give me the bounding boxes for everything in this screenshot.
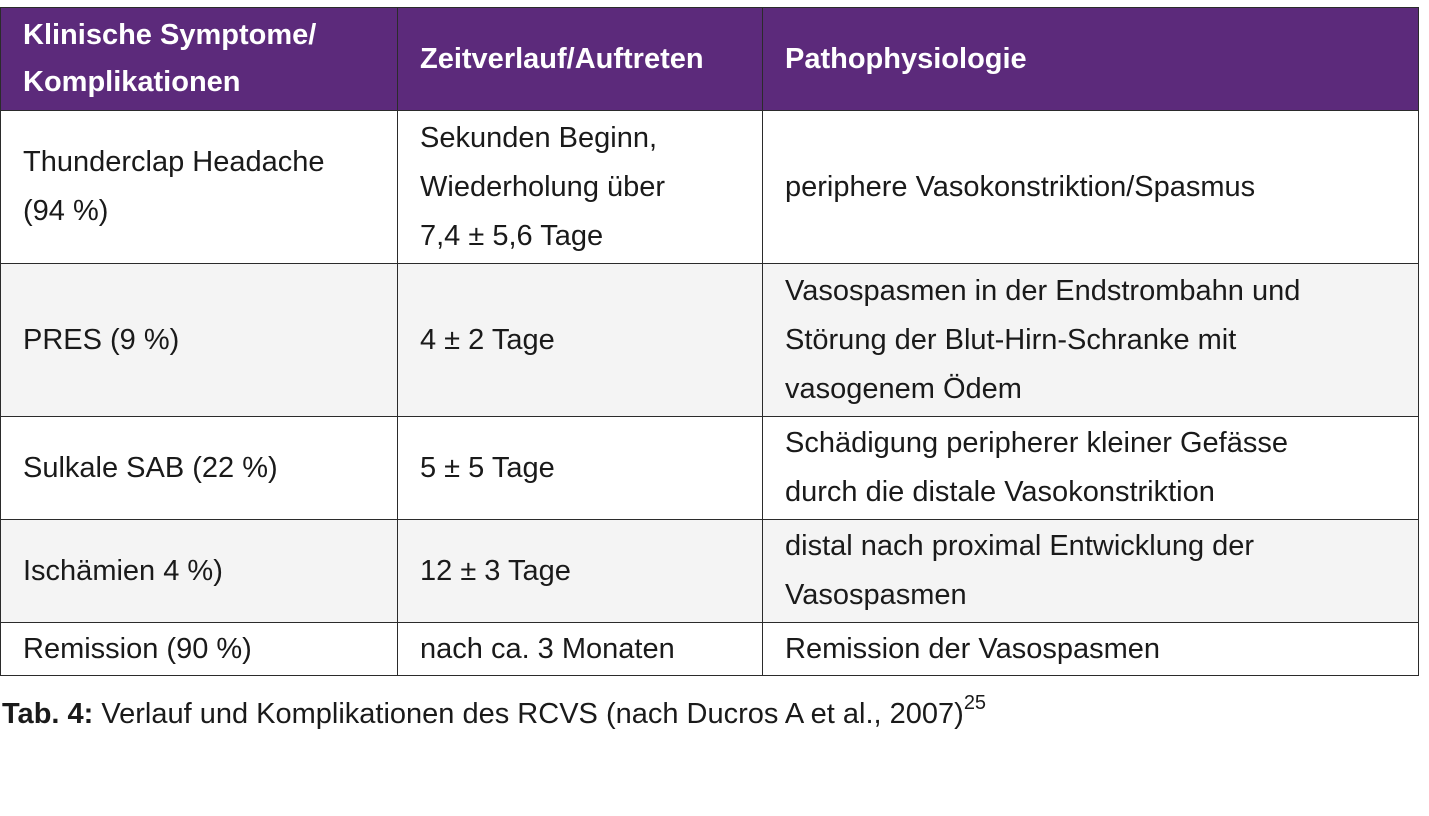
cell-zeitverlauf (398, 623, 763, 676)
cell-line: PRES (9 %) (23, 323, 180, 356)
cell-pathophysiologie (763, 417, 1419, 520)
cell-pathophysiologie (763, 520, 1419, 623)
caption-label: Tab. 4: (2, 698, 94, 730)
cell-line: Wiederholung über (420, 170, 666, 203)
cell-line: Schädigung peripherer kleiner Gefässe (785, 427, 1288, 459)
cell-line: Sekunden Beginn, (420, 121, 658, 154)
cell-line: vasogenem Ödem (785, 372, 1022, 405)
cell-zeitverlauf (398, 111, 763, 264)
cell-line: 12 ± 3 Tage (420, 554, 571, 587)
caption-reference: 25 (963, 692, 987, 714)
cell-zeitverlauf (398, 264, 763, 417)
rcvs-table (0, 7, 1419, 676)
cell-line: (94 %) (23, 195, 109, 227)
cell-zeitverlauf (398, 520, 763, 623)
header-line: Komplikationen (23, 66, 241, 98)
header-symptome (1, 8, 398, 111)
table-caption (2, 692, 986, 736)
cell-line: 7,4 ± 5,6 Tage (420, 219, 604, 252)
table-header-row (1, 8, 1419, 111)
cell-line: Sulkale SAB (22 %) (23, 451, 278, 484)
cell-line: nach ca. 3 Monaten (420, 633, 675, 665)
cell-line: Remission der Vasospasmen (785, 633, 1161, 665)
cell-line: durch die distale Vasokonstriktion (785, 476, 1215, 508)
cell-pathophysiologie (763, 623, 1419, 676)
cell-symptom (1, 520, 398, 623)
header-line: Zeitverlauf/Auftreten (420, 42, 704, 75)
header-line: Klinische Symptome/ (23, 19, 317, 51)
cell-pathophysiologie (763, 264, 1419, 417)
cell-line: Ischämien 4 %) (23, 554, 223, 587)
cell-symptom (1, 417, 398, 520)
cell-pathophysiologie (763, 111, 1419, 264)
cell-line: Vasospasmen (785, 579, 967, 611)
table-row (1, 264, 1419, 417)
table-row (1, 520, 1419, 623)
header-pathophysiologie (763, 8, 1419, 111)
table-row (1, 417, 1419, 520)
cell-line: Störung der Blut-Hirn-Schranke mit (785, 323, 1237, 356)
cell-line: Vasospasmen in der Endstrombahn und (785, 274, 1301, 307)
cell-line: periphere Vasokonstriktion/Spasmus (785, 170, 1256, 203)
cell-symptom (1, 111, 398, 264)
cell-line: distal nach proximal Entwicklung der (785, 530, 1255, 562)
cell-zeitverlauf (398, 417, 763, 520)
header-line: Pathophysiologie (785, 42, 1027, 75)
header-zeitverlauf (398, 8, 763, 111)
cell-line: Remission (90 %) (23, 633, 252, 665)
cell-symptom (1, 264, 398, 417)
caption-text: Verlauf und Komplikationen des RCVS (nach Ducros A et al., 2007) (93, 698, 964, 730)
cell-symptom (1, 623, 398, 676)
table-row (1, 623, 1419, 676)
cell-line: Thunderclap Headache (23, 146, 325, 178)
cell-line: 4 ± 2 Tage (420, 323, 555, 356)
cell-line: 5 ± 5 Tage (420, 451, 555, 484)
table-row (1, 111, 1419, 264)
